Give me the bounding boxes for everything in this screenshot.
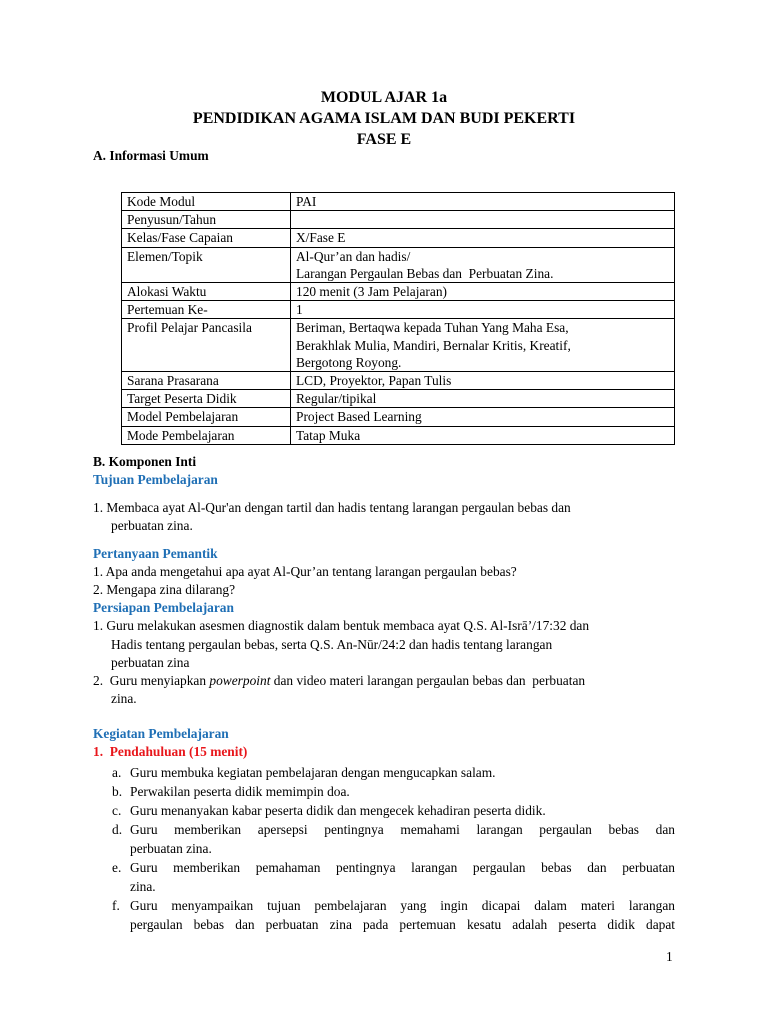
kegiatan-item-marker: c.	[112, 803, 122, 818]
kegiatan-item-line: Guru memberikan apersepsi pentingnya memahami larangan pergaulan bebas dan	[130, 822, 675, 837]
kegiatan-item-line: zina.	[130, 879, 156, 894]
info-value	[291, 247, 675, 282]
info-value-line: 120 menit (3 Jam Pelajaran)	[296, 284, 447, 300]
page-number: 1	[666, 949, 673, 964]
info-value-line: Berakhlak Mulia, Mandiri, Bernalar Kritis, Kreatif,	[296, 337, 571, 353]
persiapan-item-2-prefix: 2. Guru menyiapkan	[93, 673, 210, 688]
info-value-line: Larangan Pergaulan Bebas dan Perbuatan Zina.	[296, 265, 554, 281]
info-value	[291, 426, 675, 444]
info-value	[291, 283, 675, 301]
kegiatan-item-line: Perwakilan peserta didik memimpin doa.	[130, 784, 350, 799]
info-table-row	[122, 211, 675, 229]
document-title-line3: FASE E	[356, 131, 412, 148]
info-label: Profil Pelajar Pancasila	[122, 319, 291, 372]
info-label: Kelas/Fase Capaian	[122, 229, 291, 247]
info-value-line: X/Fase E	[296, 230, 346, 246]
document-title-line1: MODUL AJAR 1a	[320, 89, 448, 106]
info-value-line: PAI	[296, 194, 317, 209]
kegiatan-item-line: perbuatan zina.	[130, 841, 212, 856]
pemantik-item-2: 2. Mengapa zina dilarang?	[93, 582, 236, 597]
section-b-heading: B. Komponen Inti	[93, 454, 197, 469]
info-value	[291, 372, 675, 390]
kegiatan-item-marker: a.	[112, 765, 122, 780]
info-table-row	[122, 408, 675, 426]
info-value	[291, 301, 675, 319]
info-value-line: Bergotong Royong.	[296, 354, 402, 370]
info-value	[291, 319, 675, 372]
info-value-line: Regular/tipikal	[296, 391, 377, 407]
kegiatan-item-line: pergaulan bebas dan perbuatan zina pada pertemuan kesatu adalah peserta didik dapat	[130, 917, 675, 932]
info-label: Target Peserta Didik	[122, 390, 291, 408]
info-value	[291, 408, 675, 426]
info-table-row	[122, 283, 675, 301]
info-label: Elemen/Topik	[122, 247, 291, 282]
tujuan-heading: Tujuan Pembelajaran	[93, 472, 218, 487]
info-value-line: Project Based Learning	[296, 409, 422, 425]
kegiatan-item-line: Guru menyampaikan tujuan pembelajaran yang ingin dicapai dalam materi larangan	[130, 898, 675, 913]
info-value-line: LCD, Proyektor, Papan Tulis	[296, 373, 452, 389]
kegiatan-item-marker: f.	[112, 898, 120, 913]
info-label: Model Pembelajaran	[122, 408, 291, 426]
info-label: Penyusun/Tahun	[122, 211, 291, 229]
info-table-row	[122, 390, 675, 408]
persiapan-heading: Persiapan Pembelajaran	[93, 600, 234, 615]
info-value-line: 1	[296, 302, 303, 318]
pendahuluan-heading: 1. Pendahuluan (15 menit)	[93, 744, 248, 759]
kegiatan-item-marker: d.	[112, 822, 123, 837]
tujuan-item-1-line-1: 1. Membaca ayat Al-Qur'an dengan tartil dan hadis tentang larangan pergaulan bebas dan	[93, 500, 571, 515]
info-value	[291, 193, 675, 211]
persiapan-item-2-suffix: dan video materi larangan pergaulan bebas dan perbuatan	[270, 673, 586, 688]
info-value	[291, 390, 675, 408]
info-label: Alokasi Waktu	[122, 283, 291, 301]
info-label: Pertemuan Ke-	[122, 301, 291, 319]
persiapan-item-2-line-1	[93, 672, 585, 690]
info-value-line: Tatap Muka	[296, 427, 361, 443]
info-table-row	[122, 319, 675, 372]
info-value	[291, 229, 675, 247]
kegiatan-heading: Kegiatan Pembelajaran	[93, 726, 229, 741]
info-table-row	[122, 247, 675, 282]
info-label: Kode Modul	[122, 193, 291, 211]
info-value-line	[296, 211, 669, 228]
persiapan-item-2-italic: powerpoint	[209, 673, 271, 688]
persiapan-item-1-line-1: 1. Guru melakukan asesmen diagnostik dalam bentuk membaca ayat Q.S. Al-Isrā’/17:32 dan	[93, 618, 590, 633]
kegiatan-item-line: Guru membuka kegiatan pembelajaran dengan mengucapkan salam.	[130, 765, 496, 780]
tujuan-item-1-line-2: perbuatan zina.	[111, 518, 193, 533]
info-table-row	[122, 372, 675, 390]
info-label: Sarana Prasarana	[122, 372, 291, 390]
info-value-line: Al-Qur’an dan hadis/	[296, 248, 411, 264]
section-a-heading: A. Informasi Umum	[93, 148, 209, 163]
info-value-line: Beriman, Bertaqwa kepada Tuhan Yang Maha Esa,	[296, 320, 569, 336]
kegiatan-item-line: Guru menanyakan kabar peserta didik dan mengecek kehadiran peserta didik.	[130, 803, 546, 818]
info-label: Mode Pembelajaran	[122, 426, 291, 444]
persiapan-item-1-line-2: Hadis tentang pergaulan bebas, serta Q.S. An-Nūr/24:2 dan hadis tentang larangan	[111, 637, 553, 652]
info-value	[291, 211, 675, 229]
kegiatan-item-marker: e.	[112, 860, 122, 875]
info-table	[121, 192, 675, 445]
pemantik-heading: Pertanyaan Pemantik	[93, 546, 218, 561]
document-title-line2: PENDIDIKAN AGAMA ISLAM DAN BUDI PEKERTI	[192, 110, 576, 127]
kegiatan-item-marker: b.	[112, 784, 123, 799]
kegiatan-item-line: Guru memberikan pemahaman pentingnya larangan pergaulan bebas dan perbuatan	[130, 860, 675, 875]
info-table-row	[122, 229, 675, 247]
info-table-row	[122, 426, 675, 444]
persiapan-item-2-line-2: zina.	[111, 691, 137, 706]
info-table-row	[122, 193, 675, 211]
info-table-row	[122, 301, 675, 319]
persiapan-item-1-line-3: perbuatan zina	[111, 655, 190, 670]
pemantik-item-1: 1. Apa anda mengetahui apa ayat Al-Qur’an tentang larangan pergaulan bebas?	[93, 564, 517, 579]
